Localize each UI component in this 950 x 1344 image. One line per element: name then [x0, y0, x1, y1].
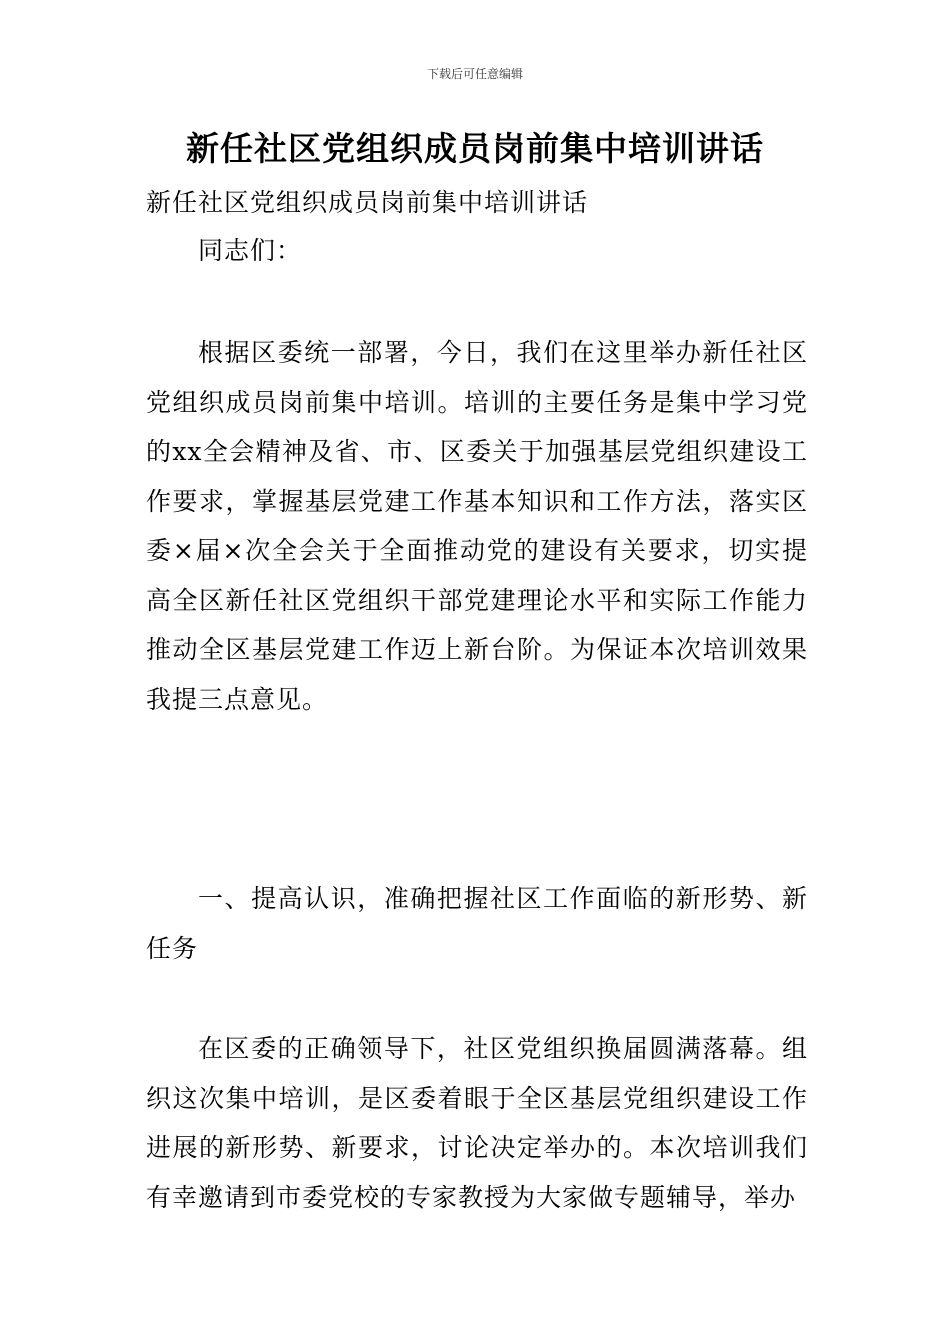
header-note: 下载后可任意编辑: [426, 67, 523, 81]
paragraph-1: 根据区委统一部署，今日，我们在这里举办新任社区党组织成员岗前集中培训。培训的主要任务是集中学习党的xx全会精神及省、市、区委关于加强基层党组织建设工作要求，掌握基层党建工作基本知识和工作方法，落实区委×届×次全会关于全面推动党的建设有关要求，切实提高全区新任社区党组织干部党建理论水平和实际工作能力推动全区基层党建工作迈上新台阶。为保证本次培训效果我提三点意见。: [146, 338, 808, 714]
document-subtitle: 新任社区党组织成员岗前集中培训讲话: [146, 188, 589, 217]
paragraph-2: 在区委的正确领导下，社区党组织换届圆满落幕。组织这次集中培训，是区委着眼于全区基层党组织建设工作进展的新形势、新要求，讨论决定举办的。本次培训我们有幸邀请到市委党校的专家教授为大家做专题辅导，举办: [146, 1034, 808, 1212]
document-title: 新任社区党组织成员岗前集中培训讲话: [186, 129, 764, 168]
section-heading-1: 一、提高认识，准确把握社区工作面临的新形势、新任务: [146, 884, 808, 963]
salutation: 同志们：: [198, 236, 303, 265]
